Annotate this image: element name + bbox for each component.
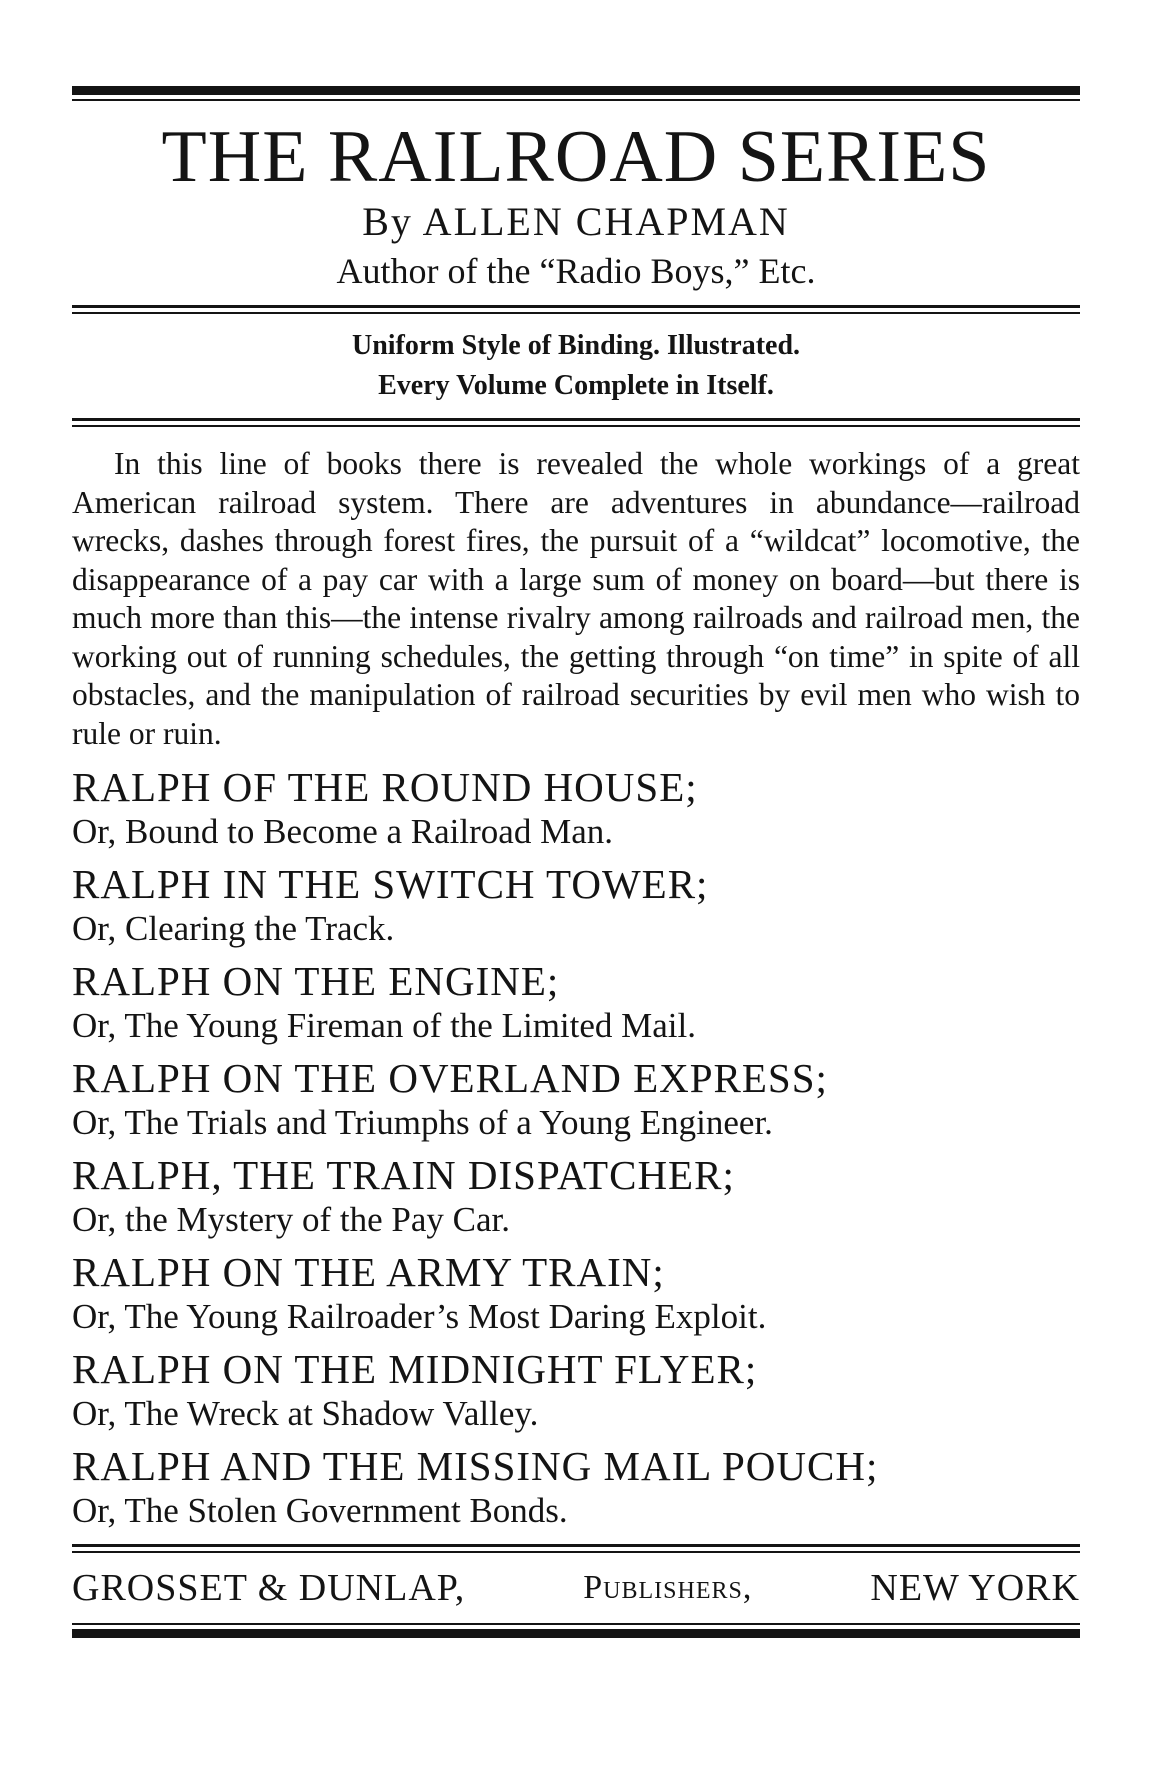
book-subtitle: Or, Clearing the Track.	[72, 909, 395, 948]
bottom-rule-thin	[72, 1623, 1080, 1625]
byline: By ALLEN CHAPMAN	[362, 199, 790, 244]
series-title: THE RAILROAD SERIES	[161, 116, 991, 198]
book-title: RALPH ON THE ENGINE;	[72, 958, 560, 1004]
publisher-name: GROSSET & DUNLAP,	[72, 1567, 466, 1609]
book-title: RALPH AND THE MISSING MAIL POUCH;	[72, 1443, 879, 1489]
book-entry	[72, 860, 1080, 950]
top-rule-thick	[72, 86, 1080, 95]
book-title: RALPH IN THE SWITCH TOWER;	[72, 861, 709, 907]
book-entry	[72, 1054, 1080, 1144]
book-title: RALPH OF THE ROUND HOUSE;	[72, 764, 698, 810]
book-subtitle: Or, The Stolen Government Bonds.	[72, 1491, 568, 1530]
book-subtitle: Or, The Young Fireman of the Limited Mail.	[72, 1006, 697, 1045]
book-title: RALPH, THE TRAIN DISPATCHER;	[72, 1152, 735, 1198]
advertisement-page	[72, 86, 1080, 1638]
author-credit: Author of the “Radio Boys,” Etc.	[336, 251, 816, 291]
publisher-line	[72, 1563, 1080, 1613]
features-block	[72, 326, 1080, 406]
book-subtitle: Or, The Trials and Triumphs of a Young Engineer.	[72, 1103, 773, 1142]
series-description: In this line of books there is revealed the whole workings of a great American railroad system. There are adventures in abundance—railroad wrecks, dashes through forest fires, the pursuit of a “wildcat” locomotive, the disappearance of a pay car with a large sum of money on board—but there is much more than this—the intense rivalry among railroads and railroad men, the working out of running schedules, the getting through “on time” in spite of all obstacles, and the manipulation of railroad securities by evil men who wish to rule or ruin.	[72, 446, 1080, 751]
book-entry	[72, 763, 1080, 853]
book-entry	[72, 1442, 1080, 1532]
book-entry	[72, 1151, 1080, 1241]
features-line-1: Uniform Style of Binding. Illustrated.	[351, 330, 801, 361]
section-rule	[72, 418, 1080, 427]
book-entry	[72, 1248, 1080, 1338]
top-rule-thin	[72, 99, 1080, 101]
features-line-2: Every Volume Complete in Itself.	[378, 370, 774, 401]
book-subtitle: Or, The Young Railroader’s Most Daring Exploit.	[72, 1297, 767, 1336]
book-list	[72, 763, 1080, 1532]
footer-rule	[72, 1544, 1080, 1553]
book-subtitle: Or, Bound to Become a Railroad Man.	[72, 812, 613, 851]
book-title: RALPH ON THE MIDNIGHT FLYER;	[72, 1346, 758, 1392]
book-subtitle: Or, The Wreck at Shadow Valley.	[72, 1394, 539, 1433]
book-entry	[72, 1345, 1080, 1435]
section-rule	[72, 305, 1080, 314]
book-entry	[72, 957, 1080, 1047]
book-title: RALPH ON THE OVERLAND EXPRESS;	[72, 1055, 828, 1101]
bottom-rule-thick	[72, 1629, 1080, 1638]
publisher-role: Publishers,	[583, 1569, 753, 1606]
book-title: RALPH ON THE ARMY TRAIN;	[72, 1249, 665, 1295]
book-subtitle: Or, the Mystery of the Pay Car.	[72, 1200, 510, 1239]
publisher-city: NEW YORK	[870, 1567, 1080, 1609]
